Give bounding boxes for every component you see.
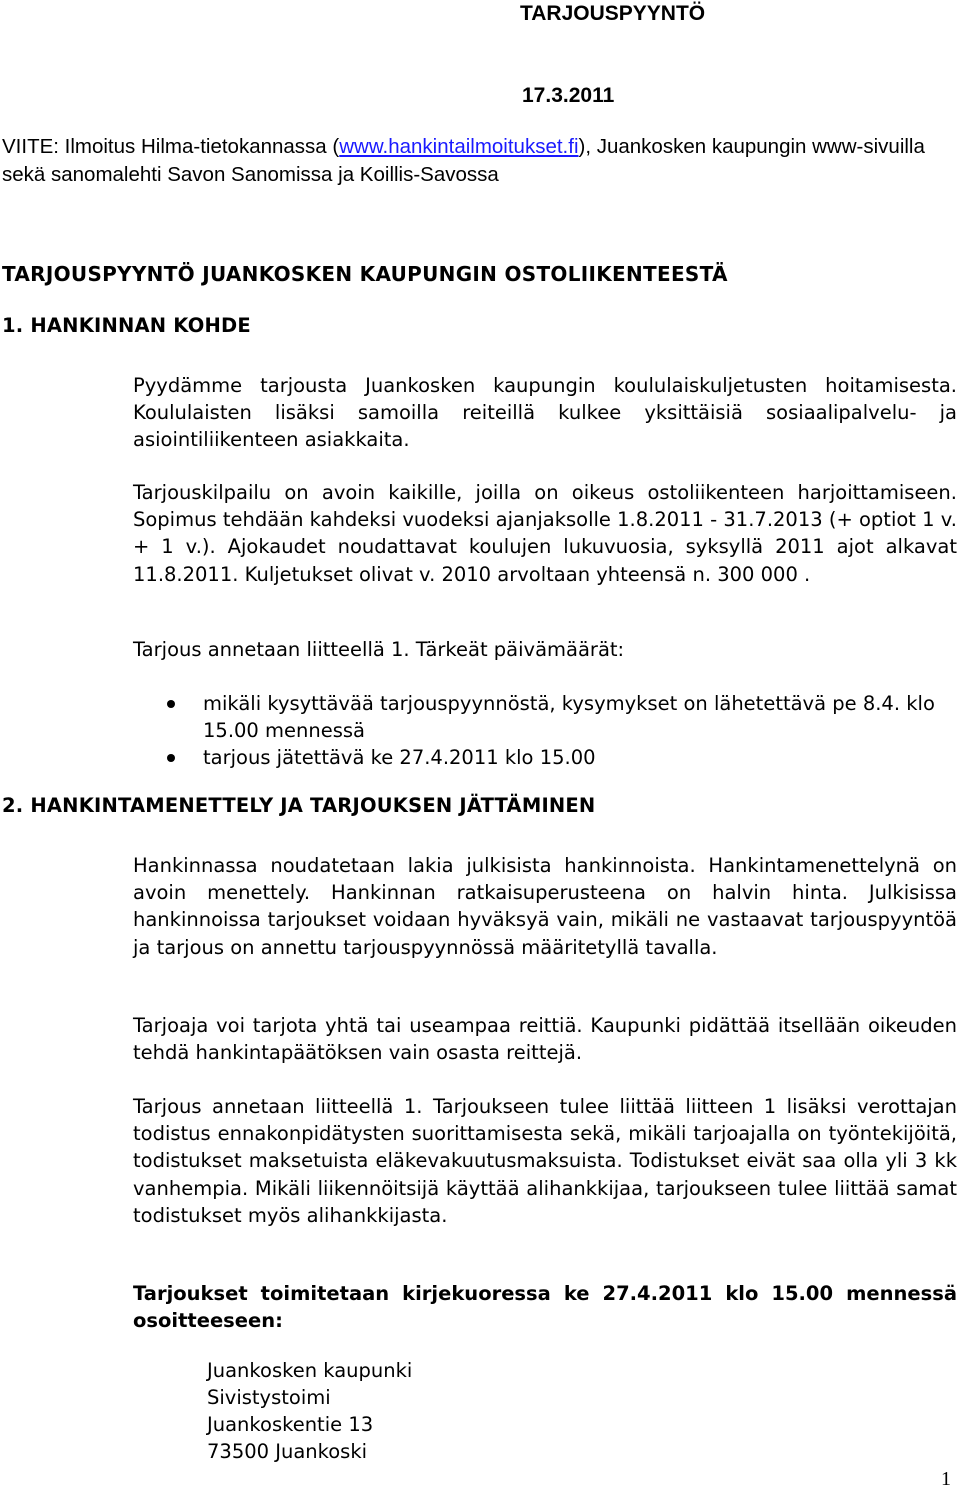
section-1-paragraph-1: Pyydämme tarjousta Juankosken kaupungin koululaiskuljetusten hoitamisesta. Koululaisten lisäksi samoilla reiteillä kulkee yksittäisiä sosiaalipalvelu- ja asiointiliikenteen asiakkaita. (133, 374, 957, 452)
bullet-icon (167, 700, 175, 708)
reference-suffix: ), Juankosken kaupungin www-sivuilla sekä sanomalehti Savon Sanomissa ja Koillis-Savossa (2, 135, 925, 186)
page-number: 1 (941, 1468, 951, 1490)
section-1-heading: 1. HANKINNAN KOHDE (2, 314, 251, 337)
document-date: 17.3.2011 (522, 84, 615, 107)
section-2-paragraph-2: Tarjoaja voi tarjota yhtä tai useampaa reittiä. Kaupunki pidättää itsellään oikeuden tehdä hankintapäätöksen vain osasta reittejä. (133, 1014, 957, 1065)
hilma-link[interactable]: www.hankintailmoitukset.fi (339, 135, 579, 158)
bullet-icon (167, 754, 175, 762)
section-1-paragraph-3: Tarjous annetaan liitteellä 1. Tärkeät päivämäärät: (133, 638, 625, 661)
section-2-paragraph-1: Hankinnassa noudatetaan lakia julkisista hankinnoista. Hankintamenettelynä on avoin menettely. Hankinnan ratkaisuperusteena on halvin hinta. Julkisissa hankinnoissa tarjoukset voidaan hyväksyä vain, mikäli ne vastaavat tarjouspyyntöä ja tarjous on annettu tarjouspyynnössä määritetyllä tavalla. (133, 854, 957, 959)
list-item-text: tarjous jätettävä ke 27.4.2011 klo 15.00 (203, 746, 596, 770)
list-item-text: mikäli kysyttävää tarjouspyynnöstä, kysymykset on lähetettävä pe 8.4. klo 15.00 mennessä (203, 692, 935, 743)
address-line: 73500 Juankoski (207, 1440, 368, 1463)
important-dates-list (133, 690, 957, 772)
section-2-heading: 2. HANKINTAMENETTELY JA TARJOUKSEN JÄTTÄMINEN (2, 794, 596, 817)
address-line: Sivistystoimi (207, 1386, 331, 1409)
submission-instruction: Tarjoukset toimitetaan kirjekuoressa ke 27.4.2011 klo 15.00 mennessä osoitteeseen: (133, 1282, 957, 1333)
address-line: Juankoskentie 13 (207, 1413, 374, 1436)
section-2-paragraph-3: Tarjous annetaan liitteellä 1. Tarjoukseen tulee liittää liitteen 1 lisäksi verottajan todistus ennakonpidätysten suorittamisesta sekä, mikäli tarjoajalla on työntekijöitä, todistukset maksetuista eläkevakuutusmaksuista. Todistukset eivät saa olla yli 3 kk vanhempia. Mikäli liikennöitsijä käyttää alihankkijaa, tarjoukseen tulee liittää samat todistukset myös alihankkijasta. (133, 1095, 957, 1227)
list-item (133, 690, 957, 744)
address-line: Juankosken kaupunki (207, 1359, 413, 1382)
reference-line (2, 133, 932, 189)
document-title: TARJOUSPYYNTÖ (520, 2, 706, 25)
section-1-paragraph-2: Tarjouskilpailu on avoin kaikille, joilla on oikeus ostoliikenteen harjoittamiseen. Sopimus tehdään kahdeksi vuodeksi ajanjaksolle 1.8.2011 - 31.7.2013 (+ optiot 1 v. + 1 v.). Ajokaudet noudattavat koulujen lukuvuosia, syksyllä 2011 ajot alkavat 11.8.2011. Kuljetukset olivat v. 2010 arvoltaan yhteensä n. 300 000 . (133, 481, 957, 586)
delivery-address (207, 1357, 412, 1465)
reference-prefix: VIITE: Ilmoitus Hilma-tietokannassa ( (2, 135, 340, 158)
list-item (133, 744, 957, 771)
main-heading: TARJOUSPYYNTÖ JUANKOSKEN KAUPUNGIN OSTOLIIKENTEESTÄ (2, 262, 728, 286)
